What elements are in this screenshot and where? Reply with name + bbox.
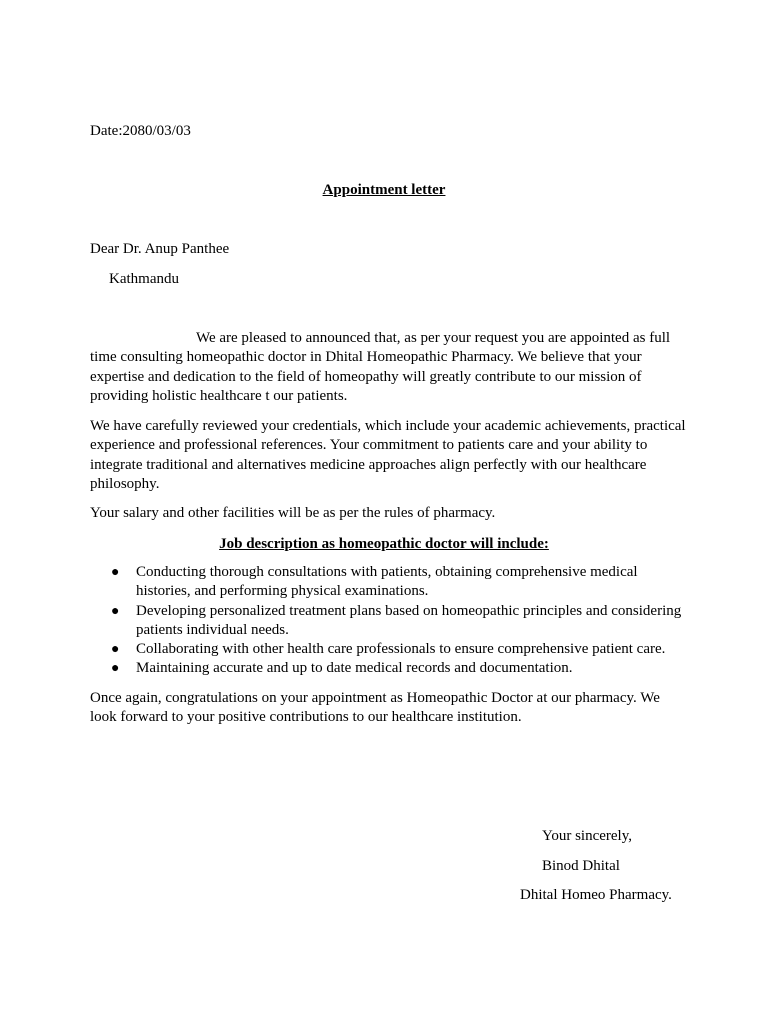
duty-text: Maintaining accurate and up to date medical records and documentation. — [136, 660, 573, 677]
paragraph-congratulations: Once again, congratulations on your appointment as Homeopathic Doctor at our pharmacy. We look forward to your positive contributions to our healthcare institution. — [90, 690, 660, 726]
list-item — [90, 640, 690, 659]
paragraph-appointment-text: We are pleased to announced that, as per your request you are appointed as full time consulting homeopathic doctor in Dhital Homeopathic Pharmacy. We believe that your expertise and dedication to the field of homeopathy will greatly contribute to our mission of providing holistic healthcare t our patients. — [90, 330, 671, 404]
list-item — [90, 563, 690, 602]
paragraph-credentials: We have carefully reviewed your credentials, which include your academic achievements, practical experience and professional references. Your commitment to patients care and your ability to integrate traditional and alternatives medicine approaches align perfectly with our healthcare philosophy. — [90, 418, 686, 492]
duty-text: Collaborating with other health care professionals to ensure comprehensive patient care. — [136, 641, 666, 658]
bullet-icon: ● — [111, 642, 120, 658]
job-description-heading: Job description as homeopathic doctor will include: — [219, 536, 549, 552]
recipient-city: Kathmandu — [109, 271, 179, 287]
list-item — [90, 659, 690, 678]
closing-salutation: Your sincerely, — [542, 828, 632, 844]
signer-name: Binod Dhital — [542, 858, 620, 874]
bullet-icon: ● — [111, 661, 120, 677]
letter-date: Date:2080/03/03 — [90, 123, 191, 139]
letter-title: Appointment letter — [322, 182, 446, 198]
duty-text: Developing personalized treatment plans based on homeopathic principles and considering patients individual needs. — [136, 602, 682, 638]
paragraph-salary: Your salary and other facilities will be as per the rules of pharmacy. — [90, 505, 496, 521]
list-item — [90, 602, 690, 641]
duties-list — [90, 563, 690, 679]
salutation: Dear Dr. Anup Panthee — [90, 241, 230, 257]
duty-text: Conducting thorough consultations with patients, obtaining comprehensive medical histories, and performing physical examinations. — [136, 564, 638, 600]
organization-name: Dhital Homeo Pharmacy. — [520, 887, 672, 903]
bullet-icon: ● — [111, 565, 120, 580]
bullet-icon: ● — [111, 603, 120, 619]
paragraph-appointment — [90, 329, 690, 406]
